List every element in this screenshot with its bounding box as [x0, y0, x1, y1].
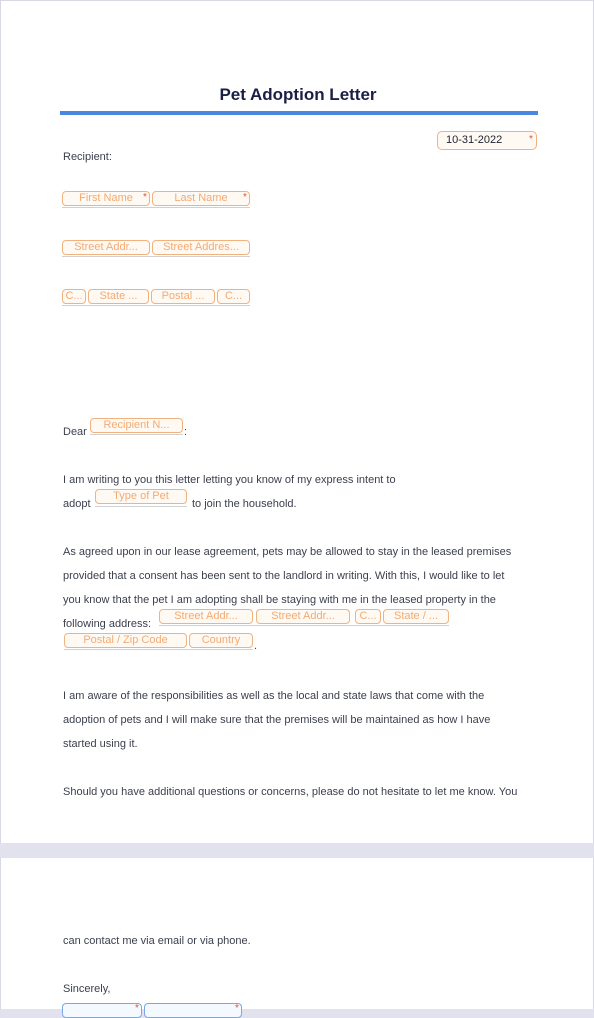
- state-field[interactable]: State ...: [88, 289, 149, 304]
- sincerely-text: Sincerely,: [63, 983, 111, 995]
- country-field[interactable]: C...: [217, 289, 250, 304]
- last-name-field[interactable]: Last Name: [152, 191, 250, 206]
- paragraph-1-line-2a: adopt: [63, 498, 91, 510]
- paragraph-2-line-1: As agreed upon in our lease agreement, pets may be allowed to stay in the leased premises: [63, 546, 512, 558]
- address-street-1-field[interactable]: Street Addr...: [159, 609, 253, 624]
- address-city-field[interactable]: C...: [355, 609, 381, 624]
- dear-colon: :: [184, 426, 188, 438]
- signature-first-required-mark: *: [135, 1003, 139, 1014]
- city-underline: [62, 305, 250, 306]
- address-street-2-field[interactable]: Street Addr...: [256, 609, 350, 624]
- signature-last-required-mark: *: [235, 1003, 239, 1014]
- paragraph-1-line-1: I am writing to you this letter letting you know of my express intent to: [63, 474, 396, 486]
- paragraph-3-line-2: adoption of pets and I will make sure that the premises will be maintained as how I have: [63, 714, 491, 726]
- paragraph-1-line-2b: to join the household.: [192, 498, 297, 510]
- address-state-field[interactable]: State / ...: [383, 609, 449, 624]
- address-line-1-underline: [159, 625, 449, 626]
- street-address-1-field[interactable]: Street Addr...: [62, 240, 150, 255]
- paragraph-4-line-1: Should you have additional questions or concerns, please do not hesitate to let me know. You: [63, 786, 518, 798]
- street-address-2-field[interactable]: Street Addres...: [152, 240, 250, 255]
- name-underline: [62, 207, 250, 208]
- pet-type-field[interactable]: Type of Pet: [95, 489, 187, 504]
- date-field[interactable]: 10-31-2022: [437, 131, 537, 150]
- address-postal-field[interactable]: Postal / Zip Code: [64, 633, 187, 648]
- signature-first-field[interactable]: [62, 1003, 142, 1018]
- document-title: Pet Adoption Letter: [219, 85, 377, 104]
- dear-text: Dear: [63, 426, 87, 438]
- address-line-2-underline: [64, 649, 253, 650]
- paragraph-3-line-3: started using it.: [63, 738, 138, 750]
- last-name-required-mark: *: [243, 192, 247, 203]
- street-underline: [62, 256, 250, 257]
- paragraph-2-line-3: you know that the pet I am adopting shall be staying with me in the leased property in the: [63, 594, 496, 606]
- paragraph-3-line-1: I am aware of the responsibilities as well as the local and state laws that come with the: [63, 690, 485, 702]
- city-field[interactable]: C...: [62, 289, 86, 304]
- recipient-label: Recipient:: [63, 151, 112, 163]
- recipient-name-underline: [90, 434, 183, 435]
- paragraph-2-line-2: provided that a consent has been sent to the landlord in writing. With this, I would like to let: [63, 570, 505, 582]
- paragraph-2-line-4: following address:: [63, 618, 152, 630]
- postal-code-field[interactable]: Postal ...: [151, 289, 215, 304]
- paragraph-4-line-2: can contact me via email or via phone.: [63, 935, 251, 947]
- letter-page-2: [0, 858, 594, 1014]
- first-name-required-mark: *: [143, 192, 147, 203]
- address-period: .: [254, 640, 258, 652]
- date-required-mark: *: [529, 134, 533, 145]
- address-country-field[interactable]: Country: [189, 633, 253, 648]
- signature-last-field[interactable]: [144, 1003, 242, 1018]
- first-name-field[interactable]: First Name: [62, 191, 150, 206]
- title-underline: [60, 111, 538, 115]
- pet-type-underline: [95, 506, 187, 507]
- recipient-name-field[interactable]: Recipient N...: [90, 418, 183, 433]
